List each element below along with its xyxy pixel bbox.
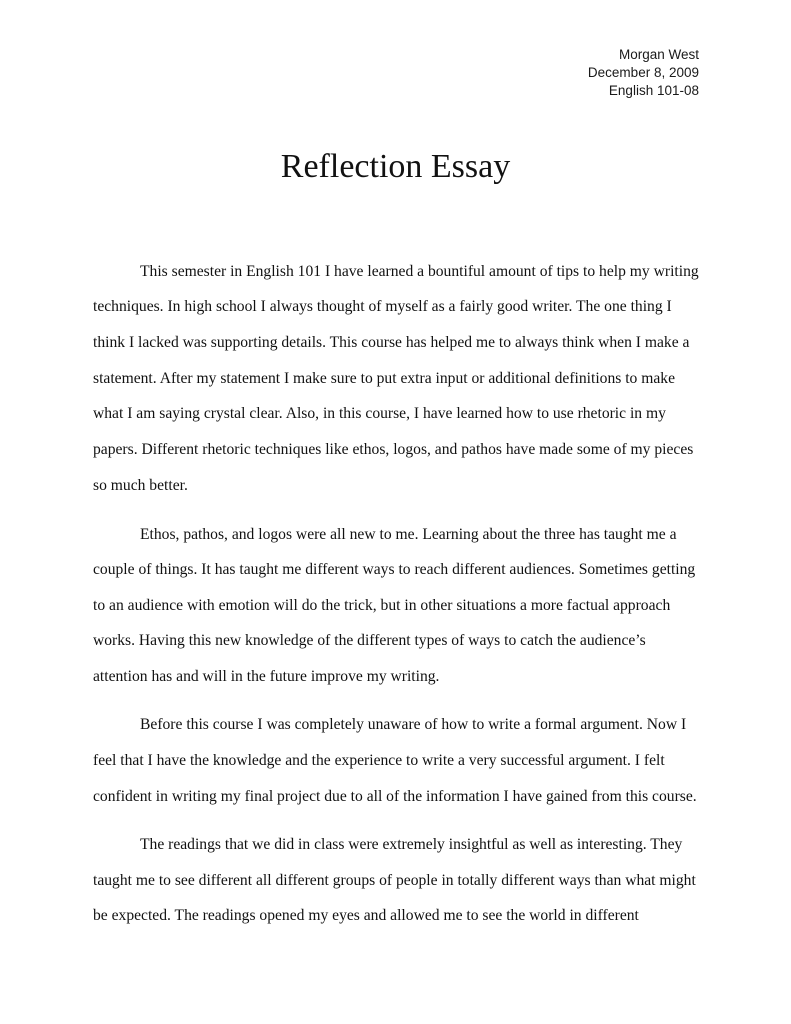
text-line: papers. Different rhetoric techniques like ethos, logos, and pathos have made some of my pieces: [93, 441, 694, 458]
essay-date: December 8, 2009: [587, 65, 699, 80]
page-title: Reflection Essay: [280, 148, 511, 185]
text-line: Before this course I was completely unaware of how to write a formal argument. Now I: [140, 716, 687, 733]
text-line: Ethos, pathos, and logos were all new to me. Learning about the three has taught me a: [140, 526, 677, 543]
text-line: so much better.: [93, 477, 188, 494]
text-line: techniques. In high school I always thought of myself as a fairly good writer. The one thing I: [93, 298, 672, 315]
text-line: taught me to see different all different groups of people in totally different ways than what might: [93, 872, 696, 889]
text-line: statement. After my statement I make sure to put extra input or additional definitions to make: [93, 370, 676, 387]
text-line: works. Having this new knowledge of the different types of ways to catch the audience’s: [93, 632, 646, 649]
text-line: feel that I have the knowledge and the experience to write a very successful argument. I felt: [93, 752, 665, 769]
author-name: Morgan West: [618, 47, 699, 62]
text-line: The readings that we did in class were extremely insightful as well as interesting. They: [140, 836, 683, 853]
course-code: English 101-08: [608, 83, 699, 98]
text-line: to an audience with emotion will do the trick, but in other situations a more factual approach: [93, 597, 671, 614]
text-line: what I am saying crystal clear. Also, in this course, I have learned how to use rhetoric in my: [93, 405, 666, 422]
text-line: couple of things. It has taught me different ways to reach different audiences. Sometimes getting: [93, 561, 696, 578]
text-line: attention has and will in the future improve my writing.: [93, 668, 440, 685]
text-line: confident in writing my final project due to all of the information I have gained from this course.: [93, 788, 697, 805]
text-line: This semester in English 101 I have learned a bountiful amount of tips to help my writing: [140, 263, 699, 280]
text-line: think I lacked was supporting details. This course has helped me to always think when I make a: [93, 334, 690, 351]
text-line: be expected. The readings opened my eyes and allowed me to see the world in different: [93, 907, 639, 924]
